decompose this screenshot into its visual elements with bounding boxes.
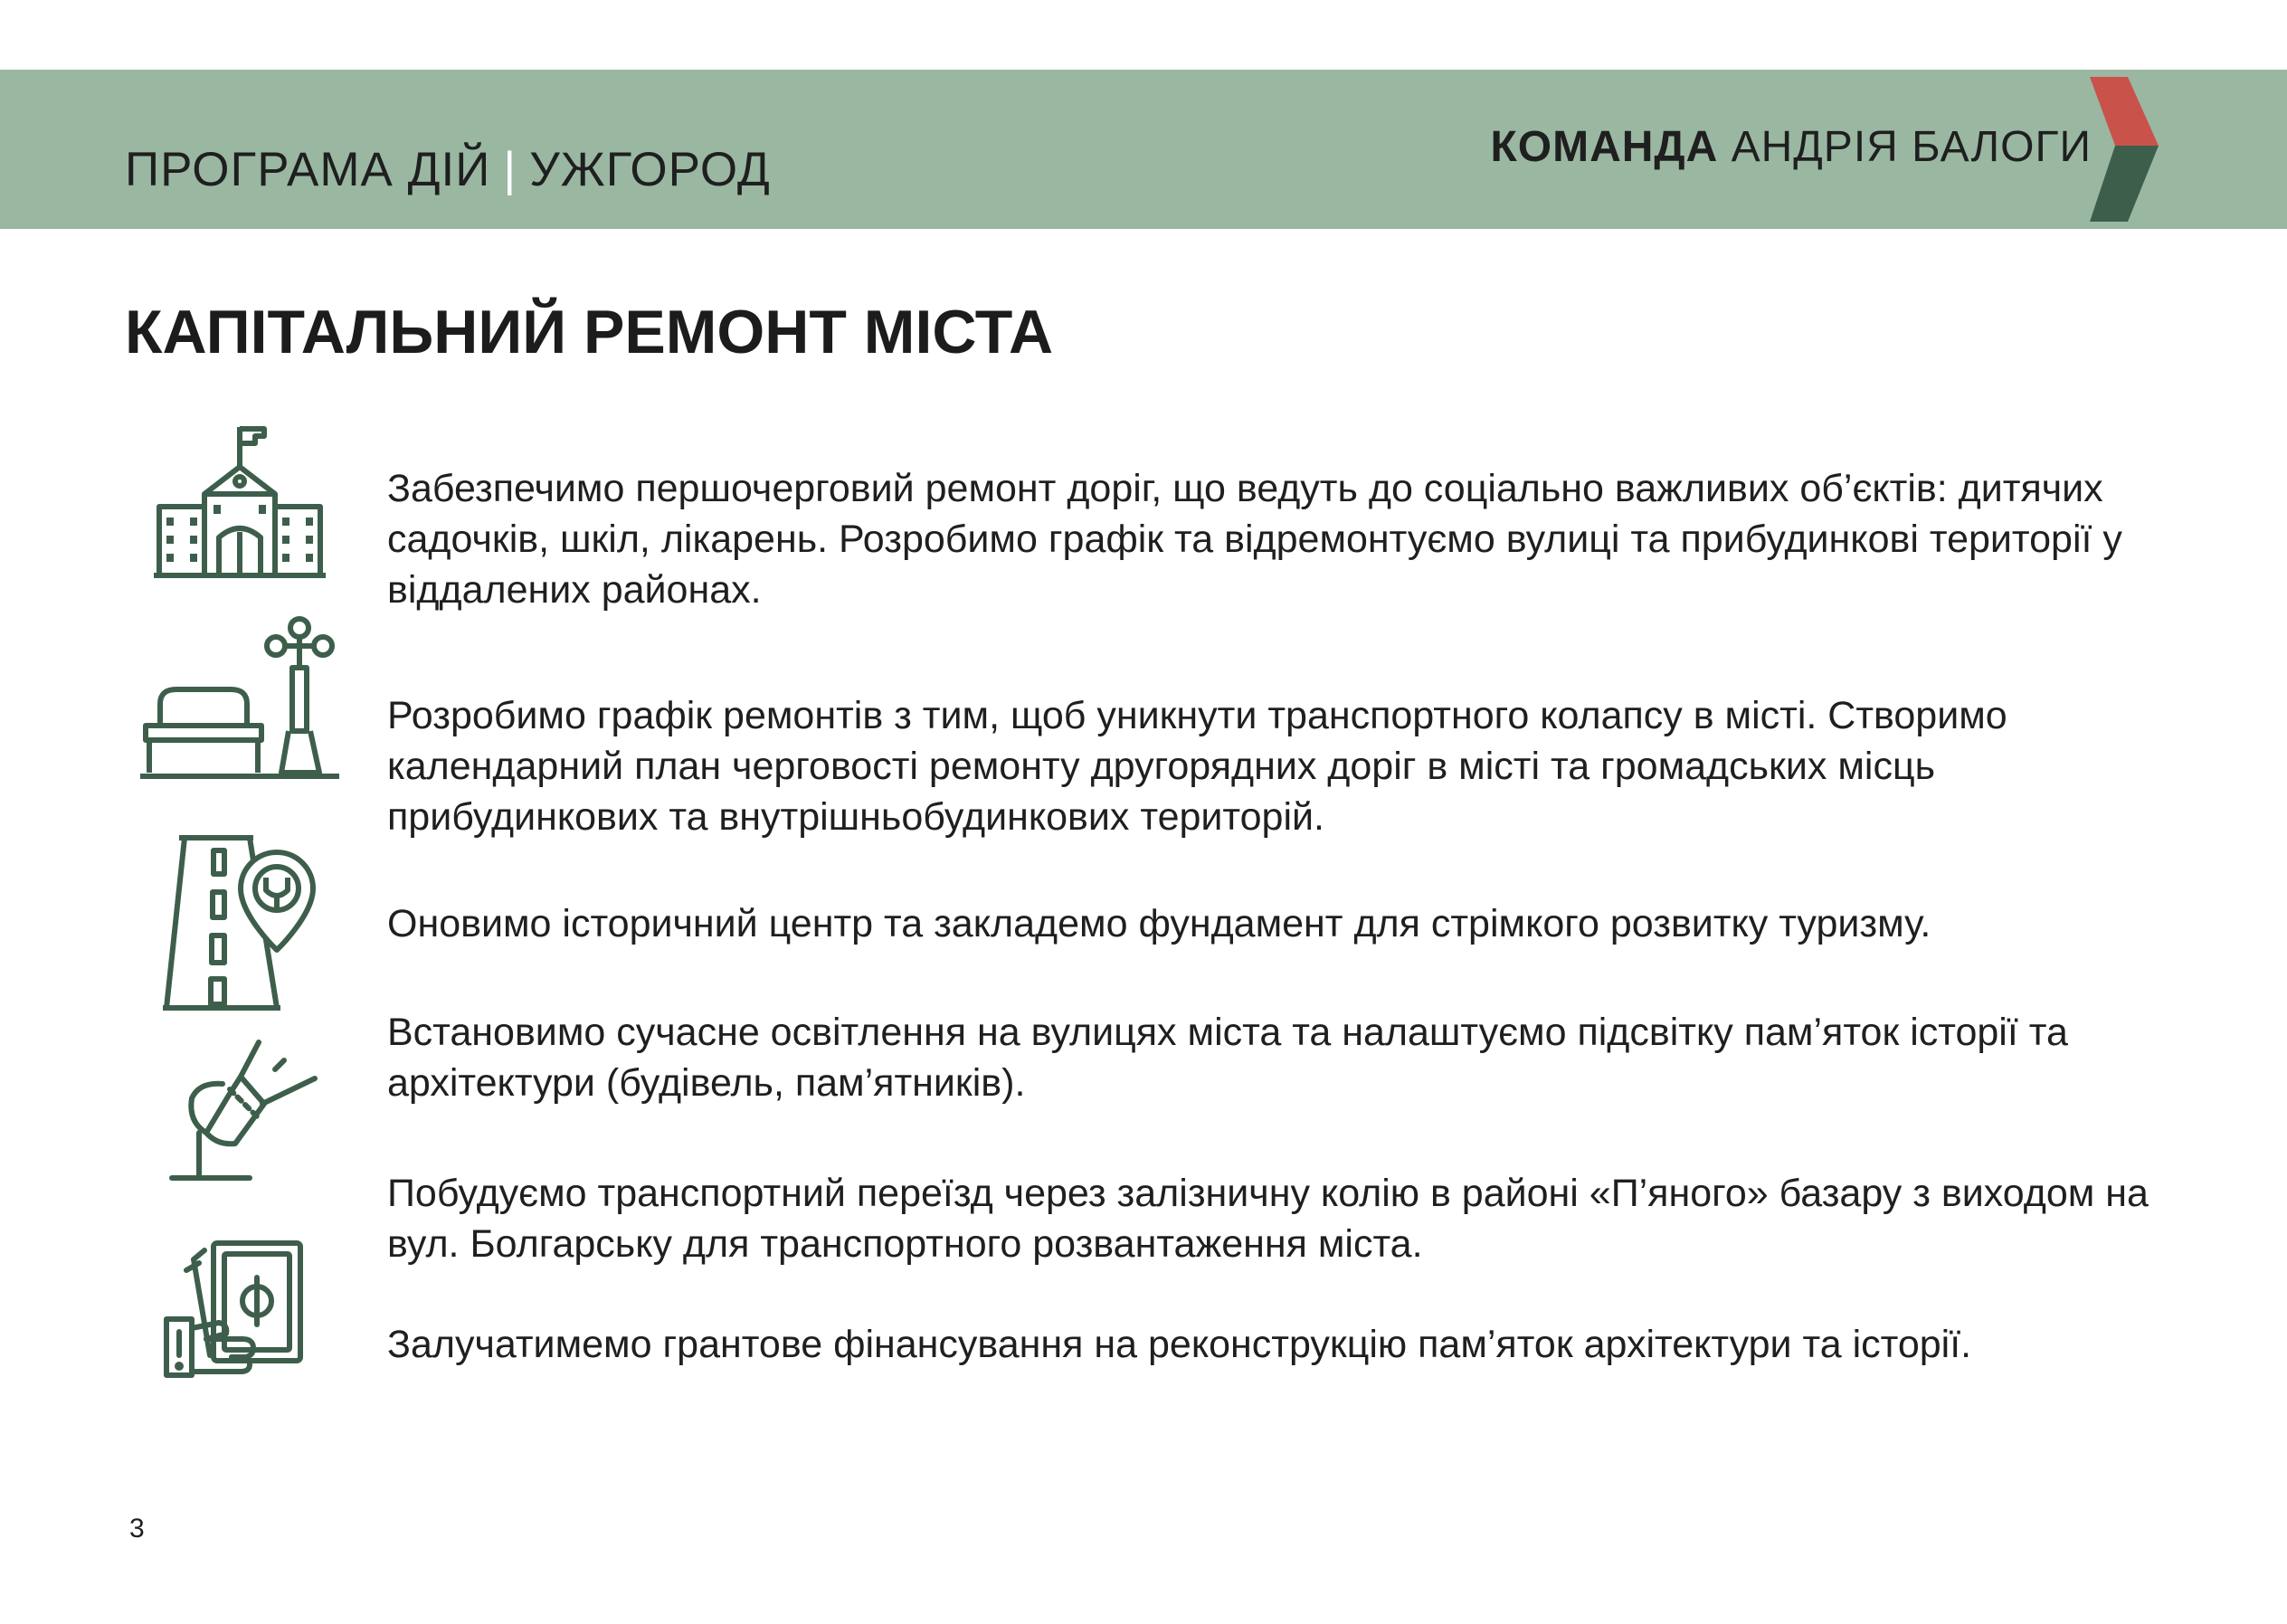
team-bold-label: КОМАНДА (1490, 123, 1719, 171)
header-band (0, 70, 2287, 229)
list-item: Забезпечимо першочерговий ремонт доріг, що ведуть до соціально важливих об’єктів: дитячих садочків, шкіл, лікарень. Розробимо графік та відремонтуємо вулиці та прибудинкові території у віддалених районах. (387, 467, 2122, 612)
street-light-icon (163, 1039, 326, 1183)
grant-money-icon (163, 1238, 308, 1379)
park-bench-lamp-icon (140, 613, 339, 782)
city-hall-icon (154, 425, 326, 579)
city-label: УЖГОРОД (529, 143, 771, 196)
team-name-label: АНДРІЯ БАЛОГИ (1731, 123, 2092, 171)
header-separator: | (503, 143, 517, 196)
team-title (1490, 122, 2092, 172)
page-number: 3 (129, 1514, 145, 1543)
list-item: Побудуємо транспортний переїзд через залізничну колію в районі «П’яного» базару з виходом на вул. Болгарську для транспортного розвантаження міста. (387, 1172, 2149, 1266)
program-label: ПРОГРАМА ДІЙ (125, 143, 491, 196)
list-item: Розробимо графік ремонтів з тим, щоб уникнути транспортного колапсу в місті. Створимо календарний план черговості ремонту другорядних доріг в місті та громадських місць прибудинкових та внутрішньобудинкових територій. (387, 694, 2007, 839)
road-repair-icon (163, 834, 317, 1011)
list-item: Залучатимемо грантове фінансування на реконструкцію пам’яток архітектури та історії. (387, 1323, 1972, 1366)
list-item: Оновимо історичний центр та закладемо фундамент для стрімкого розвитку туризму. (387, 902, 1931, 945)
section-title: КАПІТАЛЬНИЙ РЕМОНТ МІСТА (125, 298, 1054, 366)
program-title (125, 142, 771, 197)
chevron-logo (2088, 77, 2160, 222)
list-item: Встановимо сучасне освітлення на вулицях міста та налаштуємо підсвітку пам’яток історії та архітектури (будівель, пам’ятників). (387, 1011, 2068, 1105)
